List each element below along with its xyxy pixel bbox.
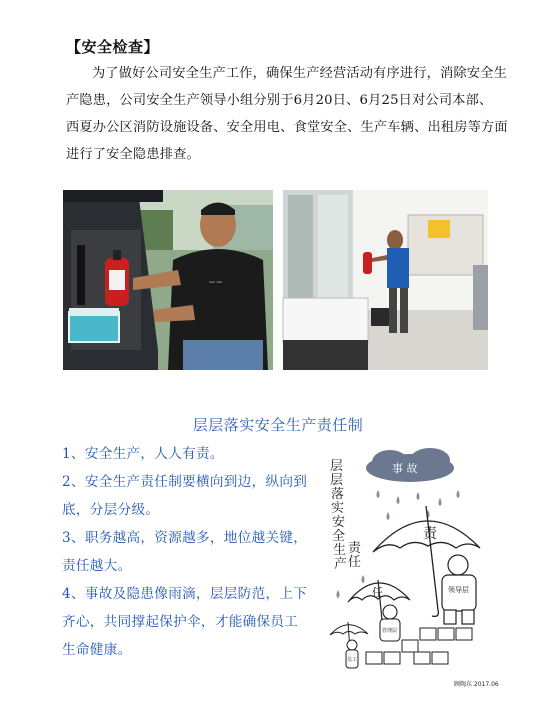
- section-heading: 【安全检查】: [66, 38, 160, 56]
- vtitle-char: 责: [348, 541, 362, 556]
- vtitle-char: 全: [332, 529, 346, 544]
- paragraph-line: 西夏办公区消防设施设备、安全用电、食堂安全、生产车辆、出租房等方面: [66, 120, 508, 135]
- list-item: 4、事故及隐患像雨滴，层层防范，上下: [62, 586, 308, 602]
- man-holding-fire-extinguisher-car-trunk-icon: [63, 190, 273, 370]
- medium-umbrella-text: 任: [372, 586, 383, 599]
- vtitle-char: 落: [331, 487, 345, 502]
- vtitle-char: 安: [332, 515, 346, 530]
- manager-figure-icon: [380, 605, 400, 641]
- umbrella-layers-illustration-icon: [318, 440, 499, 690]
- photo-inspection-office: [283, 190, 488, 370]
- big-umbrella-text: 责: [423, 526, 437, 542]
- list-item: 3、职务越高，资源越多，地位越关键，: [62, 530, 308, 546]
- responsibility-title: 层层落实安全生产责任制: [192, 416, 364, 434]
- paragraph-line: 为了做好公司安全生产工作，确保生产经营活动有序进行，消除安全生: [92, 66, 508, 81]
- list-item: 齐心，共同撑起保护伞，才能确保员工: [62, 614, 299, 630]
- paragraph-line: 产隐患，公司安全生产领导小组分别于6月20日、6月25日对公司本部、: [66, 93, 493, 108]
- vtitle-char: 层: [330, 459, 344, 474]
- list-item: 2、安全生产责任制要横向到边，纵向到: [62, 474, 308, 490]
- worker-badge: 员工: [347, 657, 358, 663]
- list-item: 生命健康。: [62, 642, 132, 658]
- illustration-signature: 顾陶东 2017.06: [454, 681, 499, 688]
- list-item: 底，分层分级。: [62, 502, 160, 518]
- photo-inspection-car: [63, 190, 273, 370]
- vertical-title: [330, 459, 362, 572]
- list-item: 1、安全生产，人人有责。: [62, 446, 224, 462]
- accident-cloud-icon: [366, 448, 454, 482]
- vtitle-char: 产: [334, 557, 348, 572]
- intro-paragraph: [66, 60, 508, 168]
- cloud-text: 事 故: [392, 462, 418, 475]
- svg-text:~~: ~~: [208, 278, 224, 288]
- man-checking-fire-extinguisher-office-icon: [283, 190, 488, 370]
- vtitle-char: 任: [348, 555, 362, 570]
- leader-badge: 领导层: [448, 586, 469, 594]
- list-item: 责任越大。: [62, 558, 132, 574]
- responsibility-illustration: [318, 440, 499, 690]
- manager-badge: 管理层: [382, 628, 398, 634]
- vtitle-char: 实: [331, 501, 345, 516]
- vtitle-char: 层: [330, 473, 344, 488]
- paragraph-line: 进行了安全隐患排查。: [66, 147, 200, 162]
- vtitle-char: 生: [333, 543, 347, 558]
- responsibility-list: [62, 440, 322, 664]
